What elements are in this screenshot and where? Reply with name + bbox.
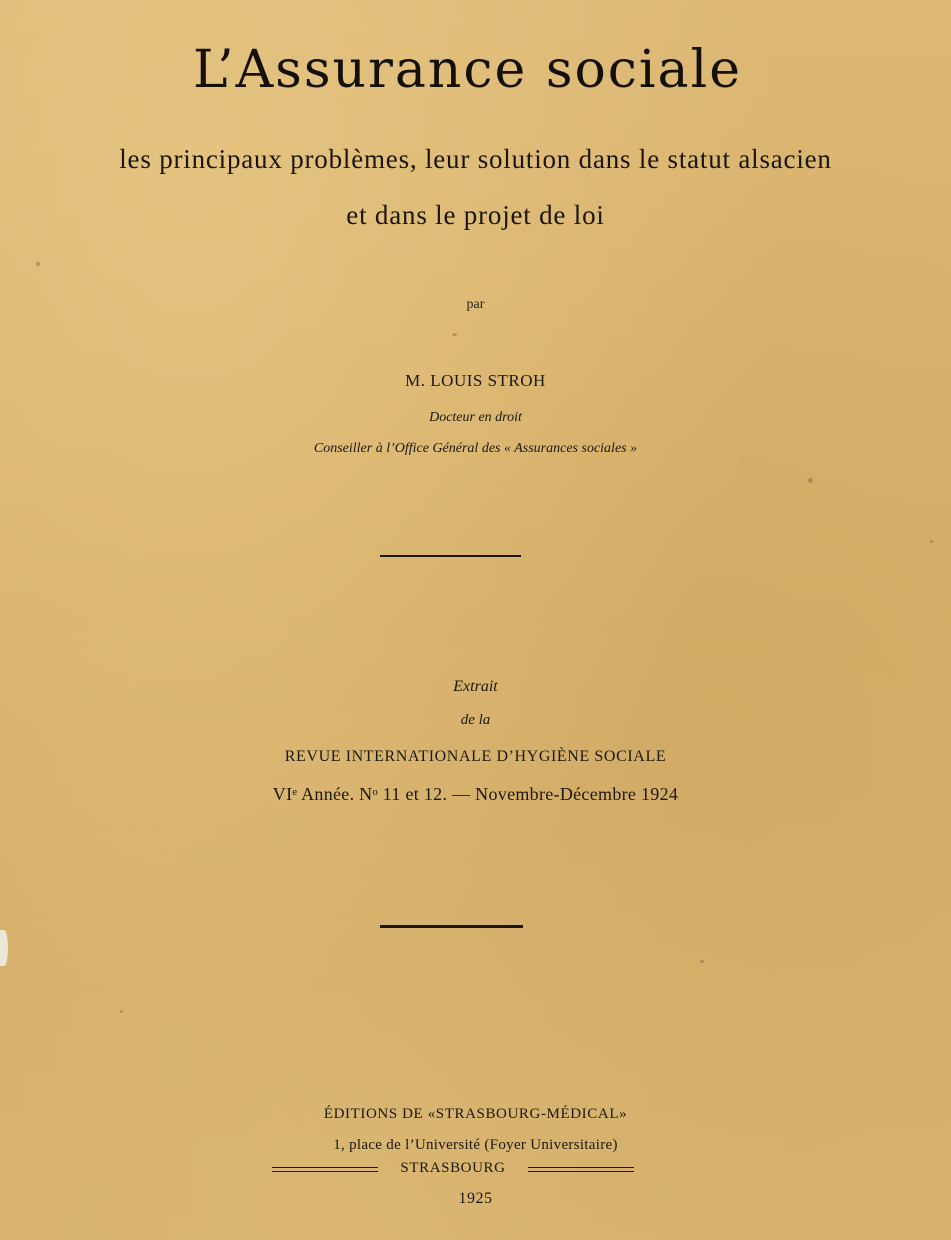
publisher-city: STRASBOURG: [400, 1160, 506, 1176]
paper-speck: [930, 540, 933, 543]
paper-speck: [808, 478, 813, 483]
author-degree: Docteur en droit: [429, 410, 522, 425]
author-name: M. LOUIS STROH: [405, 371, 546, 390]
extract-label: Extrait: [453, 678, 498, 695]
subtitle-line-1: les principaux problèmes, leur solution dans le statut alsacien: [119, 144, 832, 174]
paper-speck: [120, 1010, 123, 1013]
publication-year: 1925: [458, 1190, 493, 1207]
issue-line: VIᵉ Année. Nᵒ 11 et 12. — Novembre-Décembre 1924: [272, 784, 679, 804]
paper-speck: [452, 333, 457, 336]
document-title: L’Assurance sociale: [193, 40, 742, 100]
double-rule-left: [272, 1167, 378, 1172]
publisher-address: 1, place de l’Université (Foyer Universitaire): [333, 1137, 618, 1153]
double-rule-right: [528, 1167, 634, 1172]
author-role: Conseiller à l’Office Général des « Assurances sociales »: [313, 441, 638, 456]
from-label: de la: [460, 712, 491, 728]
paper-tear-mark: [0, 930, 8, 966]
divider-rule-top: [380, 555, 521, 557]
divider-rule-bottom: [380, 925, 523, 928]
publisher-city-row: [272, 1160, 634, 1182]
paper-speck: [700, 960, 704, 963]
subtitle-line-2: et dans le projet de loi: [346, 200, 605, 230]
publisher-name: ÉDITIONS DE «STRASBOURG-MÉDICAL»: [323, 1106, 628, 1122]
paper-speck: [36, 262, 40, 266]
by-label: par: [466, 297, 485, 312]
journal-name: REVUE INTERNATIONALE D’HYGIÈNE SOCIALE: [284, 748, 667, 765]
